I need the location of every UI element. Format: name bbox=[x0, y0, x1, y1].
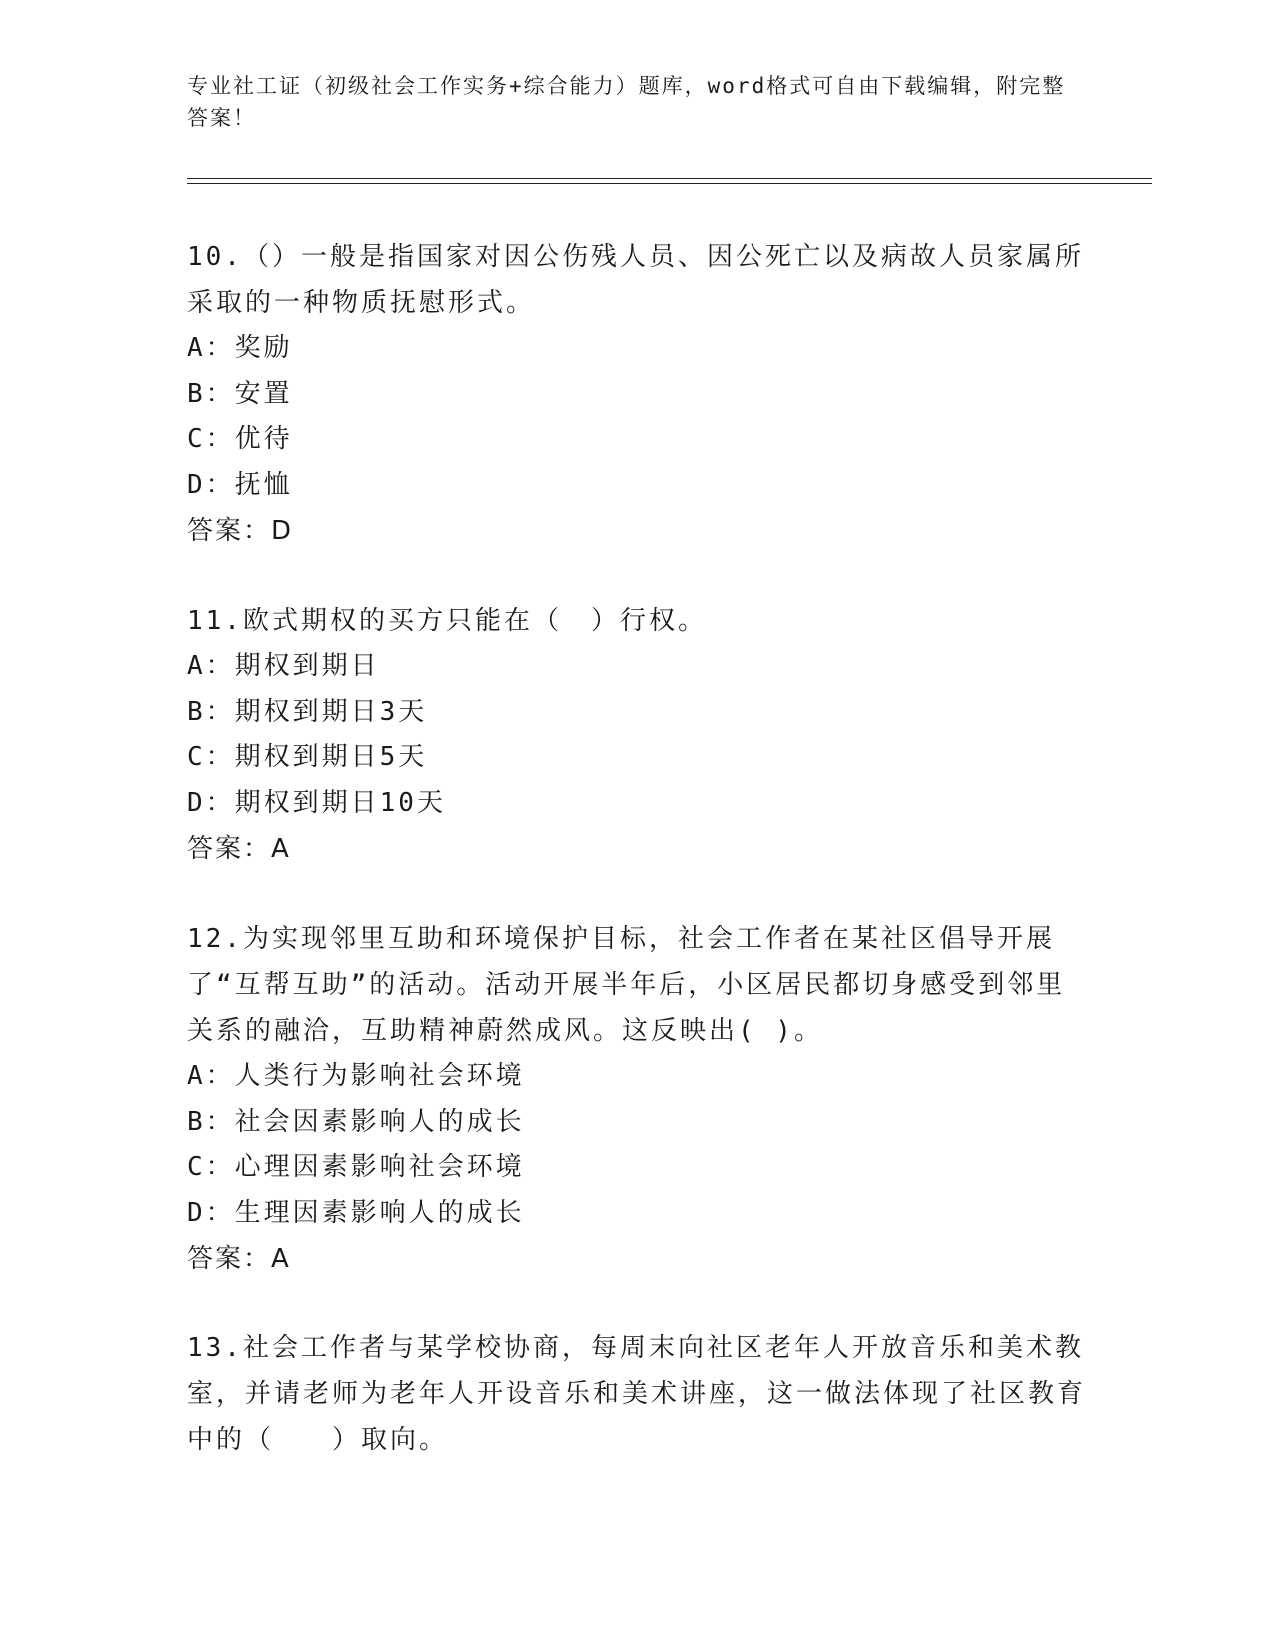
question-13 bbox=[187, 1325, 1087, 1463]
question-stem: 12.为实现邻里互助和环境保护目标，社会工作者在某社区倡导开展了“互帮互助”的活动。活动开展半年后，小区居民都切身感受到邻里关系的融洽，互助精神蔚然成风。这反映出( )。 bbox=[187, 924, 1066, 1046]
question-stem: 10.（）一般是指国家对因公伤残人员、因公死亡以及病故人员家属所采取的一种物质抚慰形式。 bbox=[187, 242, 1084, 318]
question-12 bbox=[187, 916, 1087, 1282]
answer-line: 答案：A bbox=[187, 1244, 291, 1274]
option-d: D：期权到期日10天 bbox=[187, 787, 446, 818]
document-header: 专业社工证（初级社会工作实务+综合能力）题库，word格式可自由下载编辑，附完整答案！ bbox=[187, 74, 1066, 130]
option-b: B：期权到期日3天 bbox=[187, 696, 428, 727]
option-b: B：安置 bbox=[187, 378, 293, 409]
answer-line: 答案：D bbox=[187, 516, 294, 546]
option-c: C：期权到期日5天 bbox=[187, 742, 428, 772]
option-d: D：抚恤 bbox=[187, 469, 293, 500]
header-rule-top bbox=[187, 178, 1152, 179]
option-c: C：优待 bbox=[187, 424, 293, 454]
question-10 bbox=[187, 234, 1087, 554]
option-a: A：奖励 bbox=[187, 333, 293, 363]
header-rule-bottom bbox=[187, 183, 1152, 184]
option-c: C：心理因素影响社会环境 bbox=[187, 1152, 525, 1182]
question-11 bbox=[187, 598, 1087, 872]
option-d: D：生理因素影响人的成长 bbox=[187, 1197, 525, 1228]
question-stem: 13.社会工作者与某学校协商，每周末向社区老年人开放音乐和美术教室，并请老师为老年人开设音乐和美术讲座，这一做法体现了社区教育中的（ ）取向。 bbox=[187, 1333, 1087, 1455]
answer-line: 答案：A bbox=[187, 834, 291, 864]
option-a: A：人类行为影响社会环境 bbox=[187, 1061, 525, 1091]
question-stem: 11.欧式期权的买方只能在（ ）行权。 bbox=[187, 606, 707, 636]
option-b: B：社会因素影响人的成长 bbox=[187, 1106, 525, 1137]
option-a: A：期权到期日 bbox=[187, 651, 380, 681]
